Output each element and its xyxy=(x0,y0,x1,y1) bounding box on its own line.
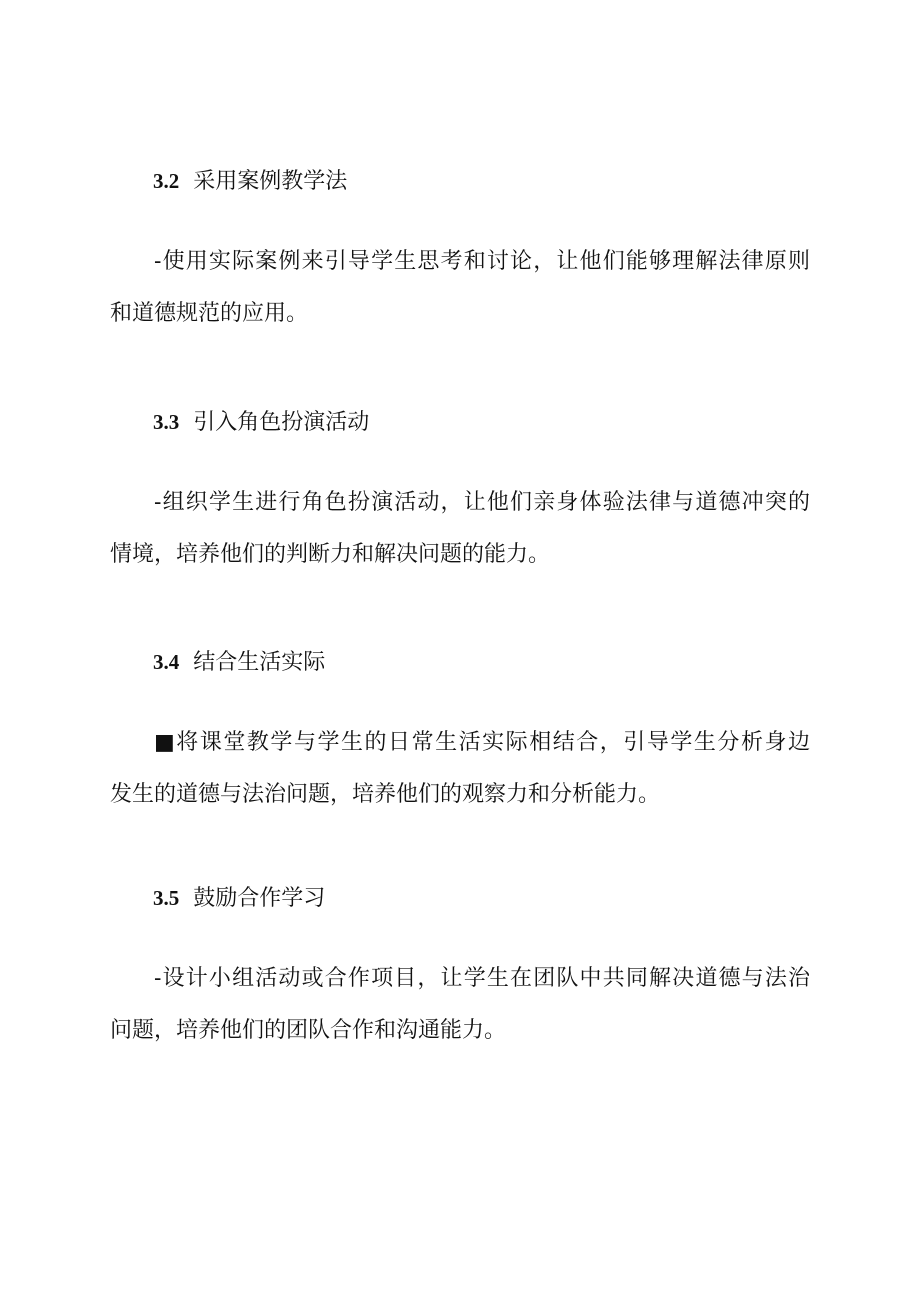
section-number: 3.2 xyxy=(153,169,180,193)
paragraph-line: 发生的道德与法治问题，培养他们的观察力和分析能力。 xyxy=(110,782,661,807)
paragraph-line: -组织学生进行角色扮演活动，让他们亲身体验法律与道德冲突的 xyxy=(154,490,810,515)
section-title: 鼓励合作学习 xyxy=(193,886,326,911)
section-heading xyxy=(153,647,325,677)
section-heading xyxy=(153,407,369,437)
paragraph-line: 和道德规范的应用。 xyxy=(110,301,309,326)
section-number: 3.5 xyxy=(153,886,180,910)
section-paragraph xyxy=(110,236,810,340)
paragraph-line: 情境，培养他们的判断力和解决问题的能力。 xyxy=(110,542,551,567)
section-title: 引入角色扮演活动 xyxy=(193,410,370,435)
section-title: 结合生活实际 xyxy=(193,650,326,675)
section-paragraph xyxy=(110,953,810,1057)
section-number: 3.4 xyxy=(153,650,180,674)
section-title: 采用案例教学法 xyxy=(193,169,348,194)
section-heading xyxy=(153,883,325,913)
paragraph-line: 问题，培养他们的团队合作和沟通能力。 xyxy=(110,1018,507,1043)
section-heading xyxy=(153,166,347,196)
section-paragraph xyxy=(110,477,810,581)
section-paragraph xyxy=(110,717,810,821)
paragraph-line: -设计小组活动或合作项目，让学生在团队中共同解决道德与法治 xyxy=(154,966,810,991)
paragraph-line: -使用实际案例来引导学生思考和讨论，让他们能够理解法律原则 xyxy=(154,249,810,274)
section-number: 3.3 xyxy=(153,410,180,434)
paragraph-line: ■将课堂教学与学生的日常生活实际相结合，引导学生分析身边 xyxy=(154,730,810,755)
